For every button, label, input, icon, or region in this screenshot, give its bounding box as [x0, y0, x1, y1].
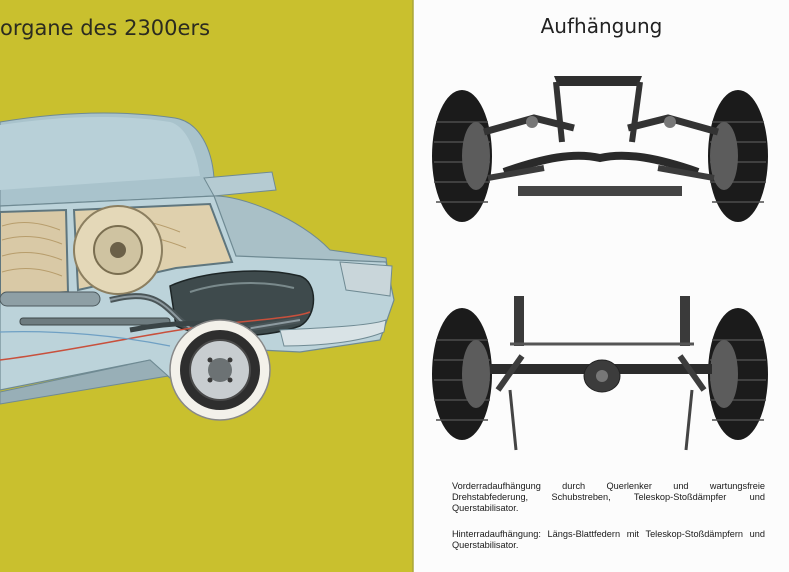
front-suspension-caption: Vorderradaufhängung durch Querlenker und wartungsfreie Drehstabfederung, Schubstreben, Teleskop-Stoßdämpfer und Querstabilisator. — [452, 481, 765, 514]
rear-suspension-caption: Hinterradaufhängung: Längs-Blattfedern mit Teleskop-Stoßdämpfern und Querstabilisator. — [452, 528, 765, 551]
rear-suspension-photo — [414, 290, 789, 460]
right-page-heading: Aufhängung — [540, 14, 663, 38]
right-page — [414, 0, 789, 572]
left-page-heading: organe des 2300ers — [0, 16, 211, 40]
suspension-caption — [452, 481, 765, 565]
front-suspension-photo — [414, 62, 789, 242]
